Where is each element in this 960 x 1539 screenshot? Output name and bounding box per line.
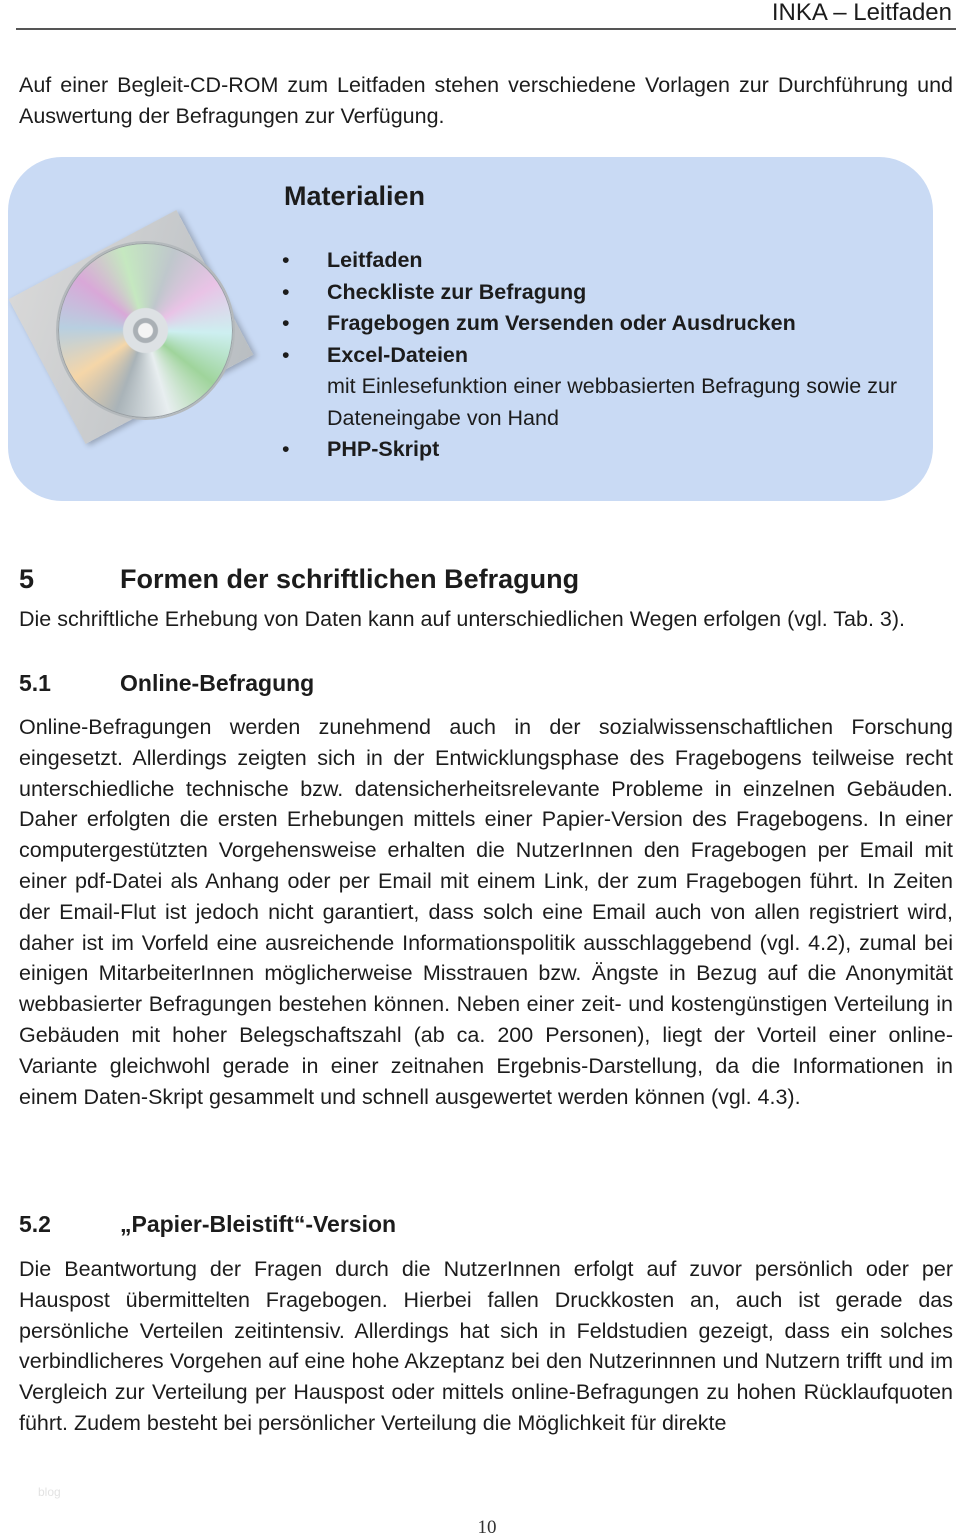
header-rule	[16, 28, 956, 30]
materials-item-label: PHP-Skript	[327, 437, 440, 461]
materials-list-item	[282, 245, 960, 277]
section-5-1-heading: Online-Befragung	[120, 670, 315, 696]
bullet: •	[282, 311, 290, 335]
section-5-2-heading: „Papier-Bleistift“-Version	[120, 1211, 397, 1237]
bullet: •	[282, 248, 290, 272]
section-5-2-number: 5.2	[19, 1211, 51, 1237]
bullet: •	[282, 279, 290, 304]
bullet: •	[282, 342, 290, 367]
materials-item-label: Fragebogen zum Versenden oder Ausdrucken	[327, 311, 796, 335]
section-5-1-number: 5.1	[19, 670, 51, 696]
section-5-paragraph: Die schriftliche Erhebung von Daten kann auf unterschiedlichen Wegen erfolgen (vgl. Tab. 3).	[19, 607, 906, 631]
materials-list-item	[282, 277, 960, 309]
watermark: blog	[38, 1485, 61, 1499]
materials-list	[282, 245, 960, 466]
materials-item-detail: mit Einlesefunktion einer webbasierten Befragung sowie zur Dateneingabe von Hand	[327, 374, 898, 430]
section-5-2-paragraph: Die Beantwortung der Fragen durch die NutzerInnen erfolgt auf zuvor persönlich oder per Hauspost übermittelten Fragebogen. Hierbei fallen Druckkosten an, auch ist gerade das persönliche Verteilen zeitintensiv. Allerdings hat sich in Feldstudien gezeigt, dass ein solches verbindlicheres Vorgehen auf eine hohe Akzeptanz bei den Nutzerinnnen und Nutzern trifft und im Vergleich zur Verteilung per Hauspost oder mittels online-Befragungen zu hohen Rücklaufquoten führt. Zudem besteht bei persönlicher Verteilung die Möglichkeit für direkte	[19, 1257, 953, 1435]
materials-item-label: Leitfaden	[327, 248, 423, 272]
materials-item-label: Excel-Dateien	[327, 342, 469, 367]
page-number: 10	[477, 1517, 497, 1538]
materials-list-item	[282, 434, 960, 466]
intro-paragraph: Auf einer Begleit-CD-ROM zum Leitfaden stehen verschiedene Vorlagen zur Durchführung und Auswertung der Befragungen zur Verfügung.	[19, 73, 953, 128]
materials-list-item	[282, 308, 960, 340]
materials-list-item	[282, 340, 960, 435]
bullet: •	[282, 437, 290, 461]
section-5-heading: Formen der schriftlichen Befragung	[120, 564, 580, 594]
section-5-1-paragraph: Online-Befragungen werden zunehmend auch in der sozialwissenschaftlichen Forschung eingesetzt. Allerdings zeigten sich in der Entwicklungsphase des Fragebogens teilweise recht unterschiedliche technische bzw. datensicherheitsrelevante Probleme in einzelnen Gebäuden. Daher erfolgten die ersten Erhebungen mittels einer Papier-Version des Fragebogens. In einer computergestützten Vorgehensweise erhalten die NutzerInnen den Fragebogen per Email mit einer pdf-Datei als Anhang oder per Email mit einem Link, der zum Fragebogen führt. In Zeiten der Email-Flut ist jedoch nicht garantiert, dass solch eine Email auch von allen registriert wird, daher ist im Vorfeld eine ausreichende Informationspolitik ausschlaggebend (vgl. 4.2), zumal bei einigen MitarbeiterInnen möglicherweise Misstrauen bzw. Ängste in Bezug auf die Anonymität webbasierter Befragungen bestehen können. Neben einer zeit- und kostengünstigen Verteilung in Gebäuden mit hoher Belegschaftszahl (ab ca. 200 Personen), liegt der Vorteil einer online-Variante gleichwohl gerade in einer zeitnahen Ergebnis-Darstellung, da die Informationen in einem Daten-Skript gesammelt und schnell ausgewertet werden können (vgl. 4.3).	[19, 715, 953, 1109]
materials-title: Materialien	[284, 181, 426, 211]
materials-item-label: Checkliste zur Befragung	[327, 279, 587, 304]
cd-rom-icon	[58, 243, 233, 418]
running-header: INKA – Leitfaden	[771, 0, 952, 26]
section-5-number: 5	[19, 564, 35, 594]
